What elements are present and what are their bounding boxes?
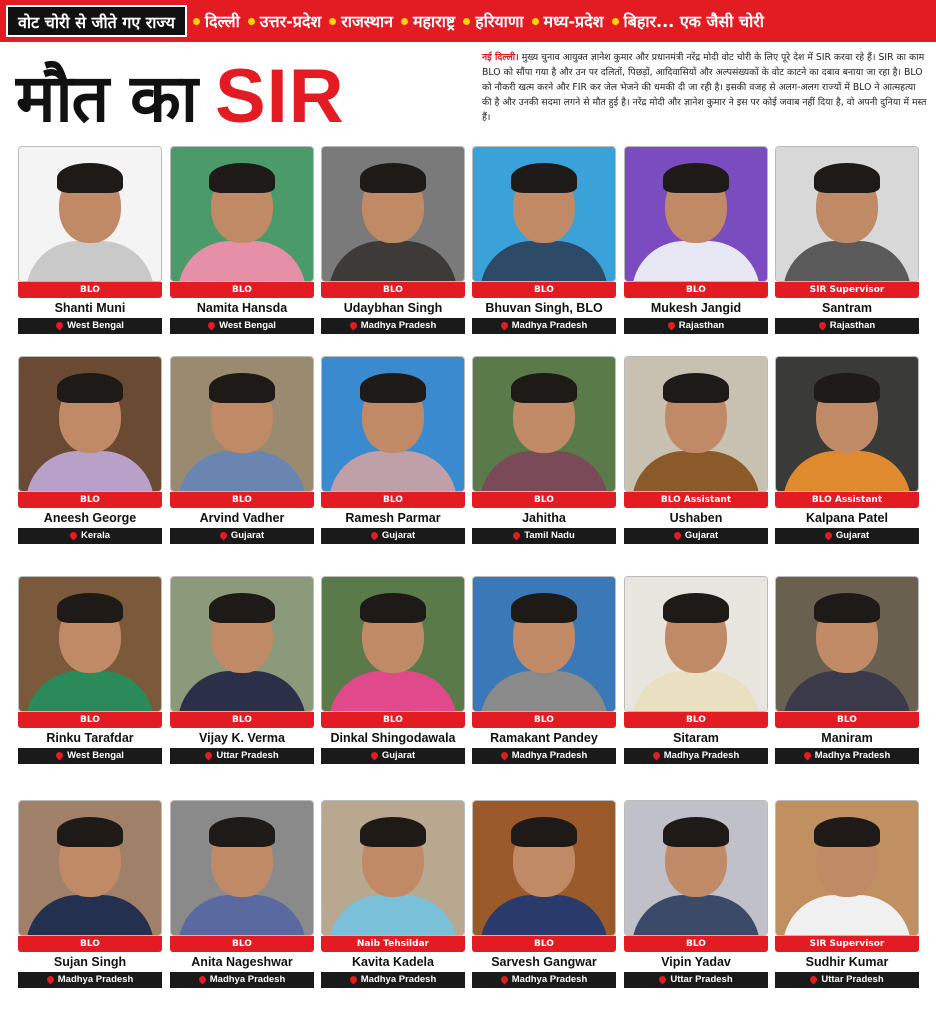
person-role: BLO [624,936,768,952]
person-role: SIR Supervisor [775,936,919,952]
person-role: Naib Tehsildar [321,936,465,952]
photo-hair-shape [663,593,729,623]
photo-hair-shape [57,163,123,193]
person-photo [775,356,919,492]
person-card [18,576,162,764]
person-name: Ramesh Parmar [345,511,441,525]
location-pin-icon [70,532,77,541]
person-photo [775,800,919,936]
location-pin-icon [220,532,227,541]
person-card [18,356,162,544]
banner-state-label: राजस्थान [341,12,393,31]
person-state [321,972,465,988]
person-photo [624,356,768,492]
person-name: Sudhir Kumar [805,955,889,969]
person-photo [170,576,314,712]
person-state [18,528,162,544]
person-role: BLO [170,712,314,728]
person-state-label: Madhya Pradesh [814,750,891,761]
bullet-icon [248,18,255,25]
location-pin-icon [501,322,508,331]
person-card [472,356,616,544]
photo-hair-shape [663,373,729,403]
location-pin-icon [47,976,54,985]
banner-state [532,10,604,32]
person-state [472,972,616,988]
person-name: Arvind Vadher [199,511,285,525]
person-name: Rinku Tarafdar [46,731,134,745]
person-name: Maniram [821,731,873,745]
banner-state [329,10,393,32]
person-photo [472,800,616,936]
person-photo [18,800,162,936]
person-state-label: Tamil Nadu [524,530,575,541]
people-grid [18,146,920,1016]
photo-hair-shape [511,373,577,403]
person-name: Shanti Muni [54,301,126,315]
person-state [624,318,768,334]
person-state-label: Uttar Pradesh [821,974,884,985]
person-role: BLO Assistant [775,492,919,508]
person-name: Ushaben [669,511,723,525]
person-role: BLO [624,282,768,298]
person-name: Udaybhan Singh [343,301,443,315]
person-name: Aneesh George [43,511,137,525]
person-photo [775,146,919,282]
person-role: BLO [624,712,768,728]
person-state [18,748,162,764]
person-state [624,972,768,988]
person-state-label: Madhya Pradesh [360,320,437,331]
person-photo [170,800,314,936]
person-state-label: Gujarat [684,530,719,541]
photo-hair-shape [209,593,275,623]
person-photo [624,146,768,282]
person-role: BLO [775,712,919,728]
person-card [170,576,314,764]
person-state-label: Rajasthan [829,320,876,331]
person-name: Sarvesh Gangwar [491,955,597,969]
photo-hair-shape [209,817,275,847]
banner-state-label: बिहार... एक जैसी चोरी [623,12,764,31]
person-card [472,146,616,334]
location-pin-icon [825,532,832,541]
person-photo [321,356,465,492]
banner-state-label: हरियाणा [475,12,524,31]
location-pin-icon [810,976,817,985]
bullet-icon [612,18,619,25]
person-name: Namita Hansda [196,301,288,315]
person-photo [321,800,465,936]
person-card [472,576,616,764]
person-name: Kalpana Patel [806,511,888,525]
location-pin-icon [56,752,63,761]
person-card [624,576,768,764]
person-card [775,576,919,764]
person-state [170,972,314,988]
location-pin-icon [199,976,206,985]
location-pin-icon [674,532,681,541]
person-role: BLO [170,492,314,508]
person-role: BLO Assistant [624,492,768,508]
person-card [472,800,616,988]
person-name: Sitaram [673,731,719,745]
banner-state-list [193,10,772,32]
person-card [170,356,314,544]
person-state-label: Gujarat [381,750,416,761]
person-photo [170,146,314,282]
person-photo [18,146,162,282]
person-role: BLO [472,936,616,952]
person-card [170,146,314,334]
location-pin-icon [819,322,826,331]
person-role: BLO [18,712,162,728]
photo-hair-shape [209,163,275,193]
person-photo [472,146,616,282]
location-pin-icon [659,976,666,985]
photo-hair-shape [814,373,880,403]
person-state [18,318,162,334]
headline-sir: SIR [214,53,345,139]
location-pin-icon [350,322,357,331]
location-pin-icon [804,752,811,761]
intro-text: मुख्य चुनाव आयुक्त ज्ञानेश कुमार और प्रधानमंत्री नरेंद्र मोदी वोट चोरी के लिए पूरे देश में SIR करवा रहे हैं। SIR का काम BLO को सौंपा गया है और उन पर दलितों, पिछड़ों, आदिवासियों और अल्पसंख्यकों के वोट काटने का दबाव बनाया जा रहा है। BLO को नौकरी खत्म करने और FIR कर जेल भेजने की धमकी दी जा रही है। इसकी वजह से अलग-अलग राज्यों में BLO ने आत्महत्या की है और उनकी सदमा लगने से मौत हुई है। नरेंद्र मोदी और ज्ञानेश कुमार ने इस पर कोई जवाब नहीं दिया है, वो अपनी दुनिया में मस्त हैं। [482,52,927,123]
person-state-label: Madhya Pradesh [663,750,740,761]
photo-hair-shape [57,373,123,403]
bullet-icon [329,18,336,25]
photo-hair-shape [209,373,275,403]
person-photo [321,576,465,712]
person-state [775,748,919,764]
location-pin-icon [513,532,520,541]
person-name: Ramakant Pandey [490,731,598,745]
photo-hair-shape [57,817,123,847]
banner-state [463,10,523,32]
person-card [624,356,768,544]
person-card [18,146,162,334]
banner-state-label: महाराष्ट्र [412,12,456,31]
person-state [170,528,314,544]
banner-state [401,10,455,32]
person-role: BLO [321,282,465,298]
person-state-label: Gujarat [835,530,870,541]
person-state [321,748,465,764]
photo-hair-shape [511,593,577,623]
person-photo [170,356,314,492]
person-photo [775,576,919,712]
person-state [321,528,465,544]
location-pin-icon [208,322,215,331]
person-state [321,318,465,334]
bullet-icon [401,18,408,25]
person-state-label: West Bengal [219,320,276,331]
person-role: BLO [472,492,616,508]
bullet-icon [532,18,539,25]
person-state [472,318,616,334]
person-card [775,356,919,544]
person-state [18,972,162,988]
banner-state [248,10,322,32]
person-role: BLO [18,282,162,298]
person-name: Kavita Kadela [352,955,434,969]
person-card [775,146,919,334]
person-name: Bhuvan Singh, BLO [485,301,603,315]
person-state-label: Madhya Pradesh [511,974,588,985]
person-state [775,318,919,334]
banner-state-label: दिल्ली [204,12,240,31]
location-pin-icon [668,322,675,331]
person-state [624,748,768,764]
person-role: BLO [472,712,616,728]
banner-state [193,10,240,32]
location-pin-icon [501,752,508,761]
photo-hair-shape [360,817,426,847]
person-card [170,800,314,988]
location-pin-icon [371,752,378,761]
person-card [321,356,465,544]
person-card [321,800,465,988]
person-card [321,576,465,764]
top-banner [0,0,936,42]
person-state-label: Madhya Pradesh [360,974,437,985]
headline [16,48,476,144]
banner-state-label: उत्तर-प्रदेश [259,12,322,31]
photo-hair-shape [663,163,729,193]
person-photo [472,356,616,492]
person-name: Vipin Yadav [661,955,731,969]
person-state [624,528,768,544]
photo-hair-shape [511,817,577,847]
location-pin-icon [205,752,212,761]
person-role: BLO [170,282,314,298]
person-name: Mukesh Jangid [650,301,742,315]
person-photo [624,800,768,936]
location-pin-icon [56,322,63,331]
person-name: Sujan Singh [53,955,127,969]
person-role: BLO [321,712,465,728]
person-state [170,318,314,334]
photo-hair-shape [663,817,729,847]
person-card [624,146,768,334]
photo-hair-shape [814,593,880,623]
person-state-label: West Bengal [67,750,124,761]
person-card [624,800,768,988]
photo-hair-shape [57,593,123,623]
person-card [18,800,162,988]
person-state-label: Madhya Pradesh [57,974,134,985]
photo-hair-shape [814,163,880,193]
person-state-label: Uttar Pradesh [216,750,279,761]
location-pin-icon [371,532,378,541]
person-state [472,748,616,764]
person-state [775,972,919,988]
person-state-label: Kerala [80,530,111,541]
person-state-label: Rajasthan [678,320,725,331]
person-state [170,748,314,764]
person-photo [18,356,162,492]
intro-paragraph [482,50,928,142]
person-role: BLO [321,492,465,508]
bullet-icon [193,18,200,25]
person-photo [624,576,768,712]
person-photo [472,576,616,712]
intro-dateline: नई दिल्ली। [482,52,519,63]
person-state-label: Madhya Pradesh [511,320,588,331]
bullet-icon [463,18,470,25]
photo-hair-shape [360,593,426,623]
person-state-label: Gujarat [381,530,416,541]
person-name: Vijay K. Verma [199,731,285,745]
person-photo [18,576,162,712]
person-state-label: Uttar Pradesh [670,974,733,985]
location-pin-icon [653,752,660,761]
banner-state [612,10,764,32]
headline-hindi: मौत का [16,59,197,137]
location-pin-icon [350,976,357,985]
photo-hair-shape [360,163,426,193]
person-name: Jahitha [522,511,566,525]
person-photo [321,146,465,282]
person-card [321,146,465,334]
person-card [775,800,919,988]
person-role: BLO [18,492,162,508]
location-pin-icon [501,976,508,985]
person-role: SIR Supervisor [775,282,919,298]
photo-hair-shape [360,373,426,403]
person-state [775,528,919,544]
person-role: BLO [18,936,162,952]
photo-hair-shape [511,163,577,193]
person-name: Dinkal Shingodawala [330,731,456,745]
person-state-label: Madhya Pradesh [209,974,286,985]
banner-tag: वोट चोरी से जीते गए राज्य [6,5,187,37]
person-role: BLO [472,282,616,298]
person-state-label: Madhya Pradesh [511,750,588,761]
person-name: Anita Nageshwar [191,955,293,969]
person-role: BLO [170,936,314,952]
banner-state-label: मध्य-प्रदेश [543,12,604,31]
person-state [472,528,616,544]
person-name: Santram [821,301,873,315]
person-state-label: West Bengal [67,320,124,331]
photo-hair-shape [814,817,880,847]
person-state-label: Gujarat [230,530,265,541]
